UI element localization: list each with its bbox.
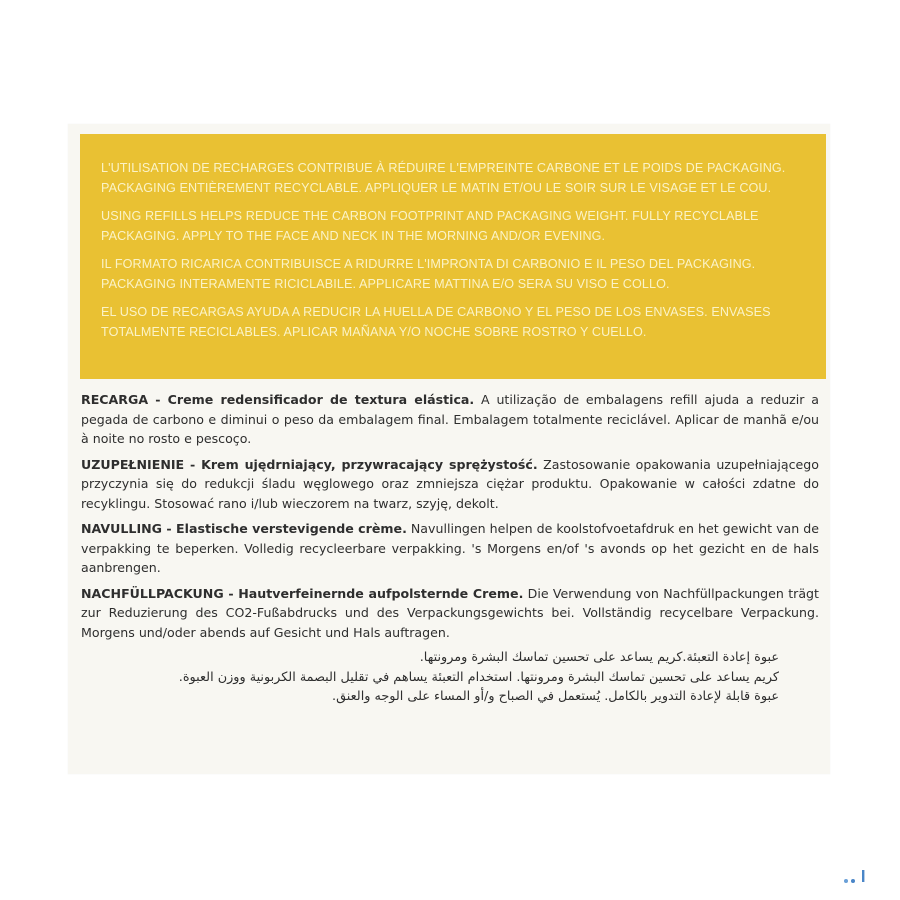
section-german bbox=[81, 584, 819, 643]
notice-english: USING REFILLS HELPS REDUCE THE CARBON FOOTPRINT AND PACKAGING WEIGHT. FULLY RECYCLABLE PACKAGING. APPLY TO THE FACE AND NECK IN THE MORNING AND/OR EVENING. bbox=[101, 209, 759, 243]
section-body: Navullingen helpen de koolstofvoetafdruk en het gewicht van de verpakking te beperken. Volledig recycleerbare verpakking. 's Morgens en/of 's avonds op het gezicht en de hals aanbrengen. bbox=[81, 521, 819, 575]
arabic-line: كريم يساعد على تحسين تماسك البشرة ومرونتها. استخدام التعبئة يساهم في تقليل البصمة الكربونية ووزن العبوة. bbox=[178, 669, 779, 685]
section-body: Zastosowanie opakowania uzupełniającego przyczynia się do redukcji śladu węglowego oraz zmniejsza ciężar produktu. Opakowanie w całości zdatne do recyklingu. Stosować rano i/lub wieczorem na twarz, szyję, dekolt. bbox=[81, 456, 819, 511]
section-heading: NAVULLING - Elastische verstevigende crème. bbox=[81, 521, 407, 536]
section-heading: RECARGA - Creme redensificador de textura elástica. bbox=[81, 392, 475, 407]
section-body: A utilização de embalagens refill ajuda a reduzir a pegada de carbono e diminui o peso da embalagem final. Embalagem totalmente reciclável. Aplicar de manhã e/ou à noite no rosto e pescoço. bbox=[81, 392, 819, 446]
notice-spanish: EL USO DE RECARGAS AYUDA A REDUCIR LA HUELLA DE CARBONO Y EL PESO DE LOS ENVASES. ENVASES TOTALMENTE RECICLABLES. APLICAR MAÑANA Y/O NOCHE SOBRE ROSTRO Y CUELLO. bbox=[101, 305, 771, 339]
section-dutch bbox=[81, 519, 819, 578]
logo-dots-icon bbox=[842, 867, 872, 885]
section-heading: UZUPEŁNIENIE - Krem ujędrniający, przywracający sprężystość. bbox=[81, 456, 538, 472]
notice-french: L'UTILISATION DE RECHARGES CONTRIBUE À RÉDUIRE L'EMPREINTE CARBONE ET LE POIDS DE PACKAGING. PACKAGING ENTIÈREMENT RECYCLABLE. APPLIQUER LE MATIN ET/OU LE SOIR SUR LE VISAGE ET LE COU. bbox=[101, 161, 786, 195]
multilingual-notice-box bbox=[80, 134, 826, 379]
product-description-area bbox=[81, 390, 819, 707]
section-arabic bbox=[81, 648, 819, 707]
section-heading: NACHFÜLLPACKUNG - Hautverfeinernde aufpolsternde Creme. bbox=[81, 585, 524, 601]
section-polish bbox=[81, 455, 819, 514]
arabic-line: عبوة قابلة لإعادة التدوير بالكامل. يُستعمل في الصباح و/أو المساء على الوجه والعنق. bbox=[332, 689, 779, 704]
section-portuguese bbox=[81, 390, 819, 449]
arabic-line: عبوة إعادة التعبئة.كريم يساعد على تحسين تماسك البشرة ومرونتها. bbox=[419, 650, 779, 665]
notice-italian: IL FORMATO RICARICA CONTRIBUISCE A RIDURRE L'IMPRONTA DI CARBONIO E IL PESO DEL PACKAGING. PACKAGING INTERAMENTE RICICLABILE. APPLICARE MATTINA E/O SERA SU VISO E COLLO. bbox=[101, 257, 756, 291]
section-body: Die Verwendung von Nachfüllpackungen trägt zur Reduzierung des CO2-Fußabdrucks und des Verpackungsgewichts bei. Vollständig recycelbare Verpackung. Morgens und/oder abends auf Gesicht und Hals auftragen. bbox=[81, 585, 819, 640]
watermark-logo bbox=[842, 867, 872, 890]
product-label-card bbox=[68, 124, 830, 774]
